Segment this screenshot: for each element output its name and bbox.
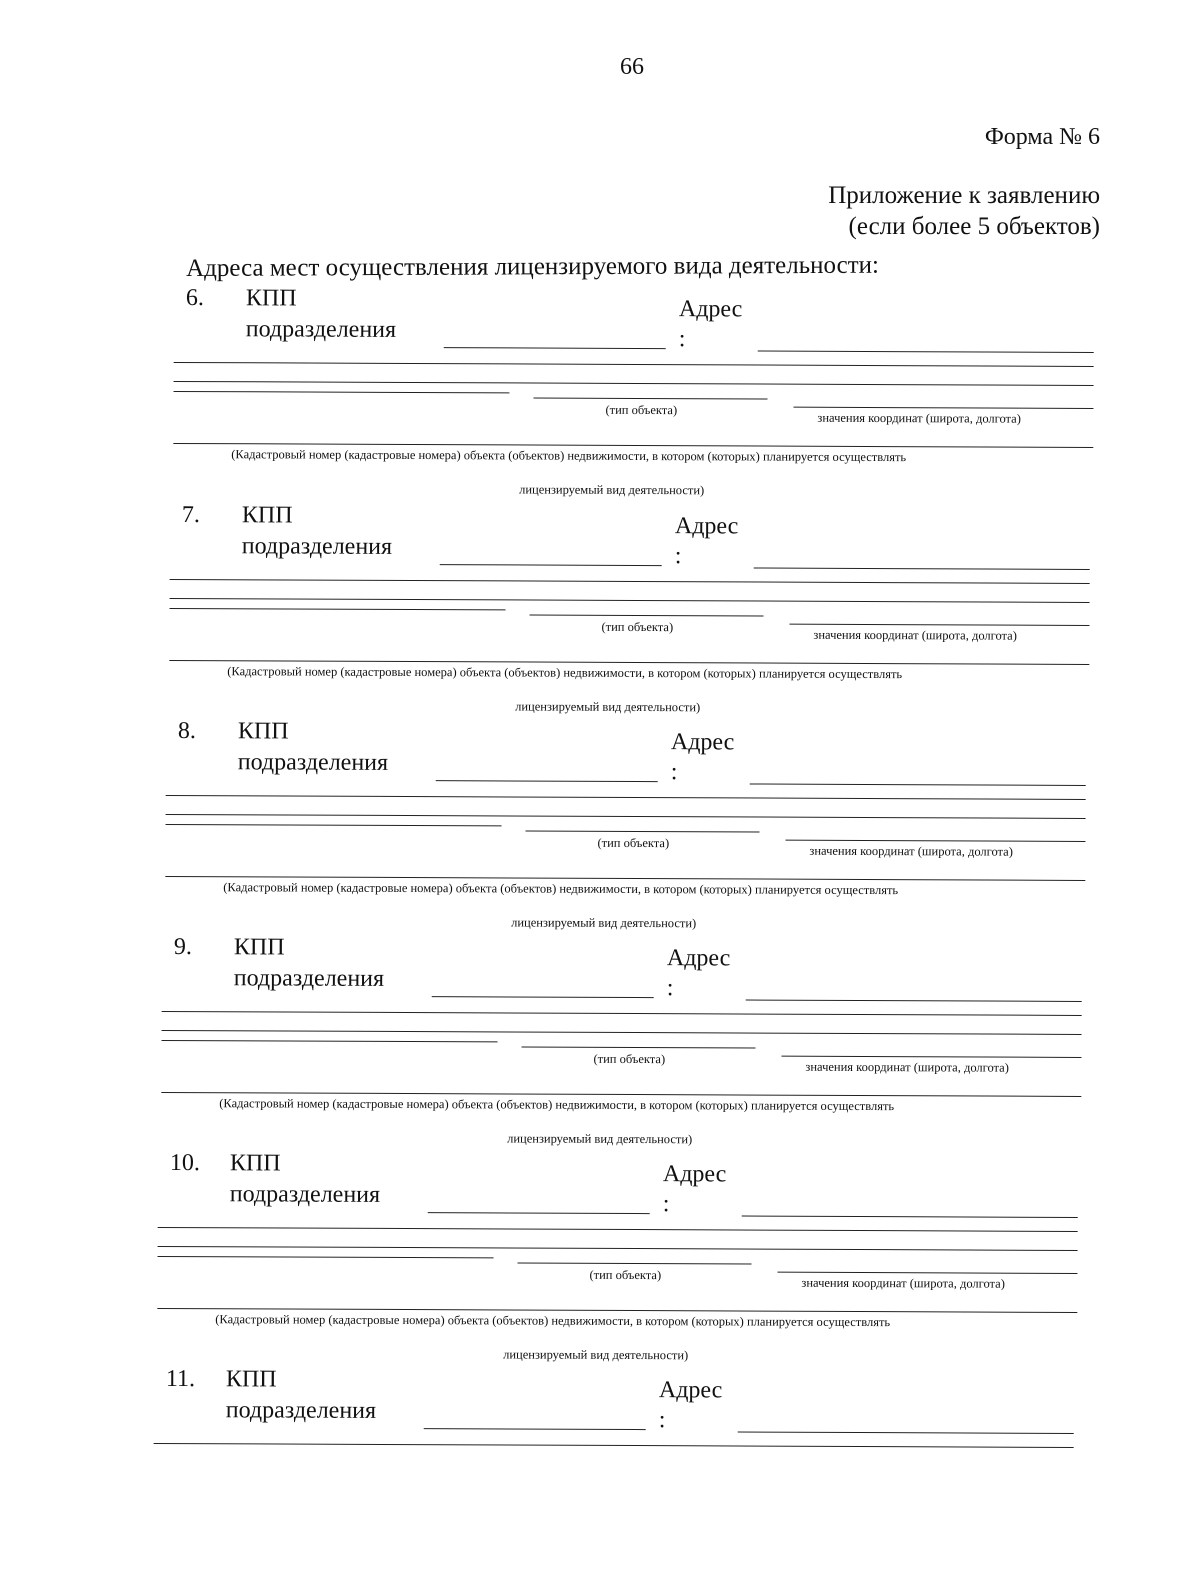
address-line-3[interactable] [162, 1030, 1082, 1035]
address-field[interactable] [746, 999, 1082, 1001]
object-type-field[interactable] [530, 615, 764, 617]
address-line-3[interactable] [166, 814, 1086, 819]
object-type-field[interactable] [534, 398, 768, 400]
address-line-3[interactable] [158, 1246, 1078, 1251]
entry-number: 9. [173, 934, 192, 961]
object-type-caption: (тип объекта) [589, 1267, 662, 1283]
subdivision-label: подразделения [237, 749, 389, 776]
cadastral-caption-2: лицензируемый вид деятельности) [511, 915, 697, 931]
subdivision-label: подразделения [245, 316, 397, 343]
object-type-field[interactable] [522, 1047, 756, 1049]
section-heading: Адреса мест осуществления лицензируемого вида деятельности: [186, 251, 880, 282]
coordinates-caption: значения координат (широта, долгота) [809, 843, 1013, 859]
cadastral-caption-1: (Кадастровый номер (кадастровые номера) объекта (объектов) недвижимости, в котором (которых) планируется осуществлять [219, 1096, 895, 1114]
entry-number: 11. [165, 1366, 196, 1393]
address-line-2[interactable] [166, 795, 1086, 800]
coordinates-field[interactable] [781, 1056, 1081, 1058]
coordinates-field[interactable] [789, 624, 1089, 626]
kpp-field[interactable] [440, 564, 662, 566]
object-type-caption: (тип объекта) [605, 402, 678, 418]
address-label: Адрес [658, 1377, 723, 1404]
address-entry [169, 1150, 1130, 1370]
address-field[interactable] [754, 567, 1090, 569]
address-line-3[interactable] [174, 381, 1094, 386]
appendix-line-1: Приложение к заявлению [828, 182, 1100, 209]
address-label: Адрес [670, 729, 735, 756]
cadastral-caption-1: (Кадастровый номер (кадастровые номера) объекта (объектов) недвижимости, в котором (которых) планируется осуществлять [231, 447, 907, 465]
coordinates-field[interactable] [777, 1272, 1077, 1274]
subdivision-label: подразделения [241, 533, 393, 560]
address-line-4[interactable] [162, 1040, 498, 1042]
form-title: Форма № 6 [984, 124, 1100, 150]
kpp-label: КПП [245, 285, 297, 312]
coordinates-caption: значения координат (широта, долгота) [817, 410, 1021, 426]
address-colon: : [662, 1191, 670, 1218]
object-type-caption: (тип объекта) [601, 619, 674, 635]
address-field[interactable] [758, 350, 1094, 352]
address-line-2[interactable] [158, 1227, 1078, 1232]
address-entry [185, 285, 1146, 505]
address-line-3[interactable] [170, 598, 1090, 603]
kpp-label: КПП [237, 718, 289, 745]
cadastral-caption-2: лицензируемый вид деятельности) [507, 1131, 693, 1147]
kpp-label: КПП [241, 502, 293, 529]
cadastral-caption-2: лицензируемый вид деятельности) [519, 482, 705, 498]
coordinates-caption: значения координат (широта, долгота) [805, 1059, 1009, 1075]
address-entry [181, 502, 1142, 722]
address-line-4[interactable] [166, 824, 502, 826]
entry-number: 6. [185, 285, 204, 312]
cadastral-caption-1: (Кадастровый номер (кадастровые номера) объекта (объектов) недвижимости, в котором (которых) планируется осуществлять [223, 880, 899, 898]
kpp-field[interactable] [424, 1428, 646, 1430]
address-colon: : [674, 543, 682, 570]
appendix-line-2: (если более 5 объектов) [848, 213, 1100, 240]
entry-number: 7. [181, 502, 200, 529]
kpp-label: КПП [229, 1150, 281, 1177]
address-label: Адрес [678, 296, 743, 323]
address-label: Адрес [666, 945, 731, 972]
address-entry [165, 1366, 1126, 1586]
address-field[interactable] [750, 783, 1086, 785]
address-colon: : [678, 326, 686, 353]
address-line-4[interactable] [174, 391, 510, 393]
address-line-2[interactable] [154, 1443, 1074, 1448]
address-line-2[interactable] [174, 362, 1094, 367]
kpp-field[interactable] [432, 996, 654, 998]
address-field[interactable] [738, 1431, 1074, 1433]
object-type-caption: (тип объекта) [593, 1051, 666, 1067]
kpp-label: КПП [225, 1366, 277, 1393]
kpp-field[interactable] [444, 347, 666, 349]
address-field[interactable] [742, 1215, 1078, 1217]
coordinates-field[interactable] [785, 840, 1085, 842]
entry-number: 10. [169, 1150, 200, 1177]
coordinates-caption: значения координат (широта, долгота) [813, 627, 1017, 643]
cadastral-caption-1: (Кадастровый номер (кадастровые номера) объекта (объектов) недвижимости, в котором (которых) планируется осуществлять [227, 664, 903, 682]
object-type-caption: (тип объекта) [597, 835, 670, 851]
coordinates-field[interactable] [793, 407, 1093, 409]
address-line-4[interactable] [170, 608, 506, 610]
entry-number: 8. [177, 718, 196, 745]
kpp-field[interactable] [436, 780, 658, 782]
address-line-2[interactable] [162, 1011, 1082, 1016]
address-label: Адрес [662, 1161, 727, 1188]
subdivision-label: подразделения [229, 1181, 381, 1208]
cadastral-caption-1: (Кадастровый номер (кадастровые номера) объекта (объектов) недвижимости, в котором (которых) планируется осуществлять [215, 1312, 891, 1330]
address-line-2[interactable] [170, 579, 1090, 584]
cadastral-caption-2: лицензируемый вид деятельности) [515, 699, 701, 715]
address-entry [177, 718, 1138, 938]
address-colon: : [666, 975, 674, 1002]
page-number: 66 [620, 54, 644, 80]
address-label: Адрес [674, 513, 739, 540]
address-entry [173, 934, 1134, 1154]
coordinates-caption: значения координат (широта, долгота) [801, 1275, 1005, 1291]
kpp-label: КПП [233, 934, 285, 961]
cadastral-caption-2: лицензируемый вид деятельности) [503, 1347, 689, 1363]
kpp-field[interactable] [428, 1212, 650, 1214]
appendix-note [828, 180, 1100, 242]
address-colon: : [658, 1407, 666, 1434]
object-type-field[interactable] [526, 831, 760, 833]
subdivision-label: подразделения [225, 1397, 377, 1424]
subdivision-label: подразделения [233, 965, 385, 992]
object-type-field[interactable] [518, 1263, 752, 1265]
address-colon: : [670, 759, 678, 786]
address-line-4[interactable] [158, 1256, 494, 1258]
